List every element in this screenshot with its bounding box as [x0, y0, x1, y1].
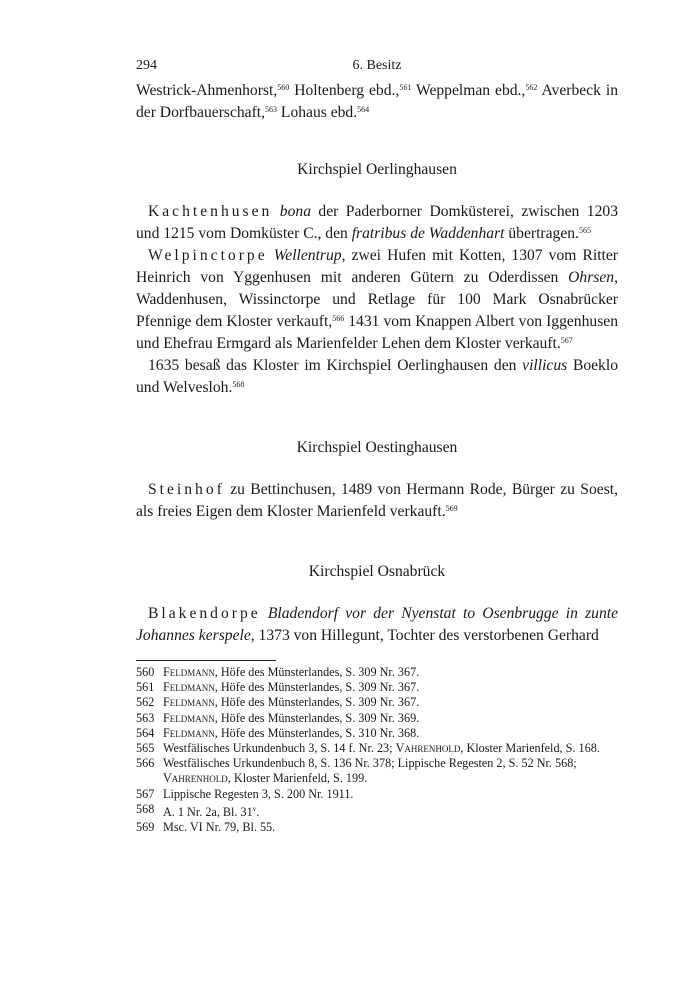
section-heading-osnabrueck: Kirchspiel Osnabrück: [308, 563, 446, 580]
entry-blakendorpe: Blakendorpe Bladendorf vor der Nyenstat to Osenbrugge in zunte Johannes kerspele, 1373 von Hillegunt, Tochter des verstorbenen Gerhard: [136, 605, 618, 644]
footnote-number: 561: [136, 680, 155, 695]
footnote-ref[interactable]: 562: [525, 83, 538, 92]
place-name: Steinhof: [148, 481, 225, 498]
entry-kachtenhusen: Kachtenhusen bona der Paderborner Domküsterei, zwischen 1203 und 1215 vom Domküster C., den fratribus de Waddenhart übertragen.$^{565}$: [136, 203, 618, 242]
main-text: [136, 80, 618, 647]
running-title: 6. Besitz: [352, 58, 402, 73]
footnote-ref[interactable]: 565: [578, 226, 591, 235]
footnote-item: [136, 787, 618, 802]
footnote-ref[interactable]: 561: [399, 83, 412, 92]
footnote-number: 565: [136, 741, 155, 756]
footnote-ref[interactable]: 560: [277, 83, 290, 92]
footnote-number: 569: [136, 820, 155, 835]
footnote-item: [136, 802, 618, 820]
page-header: [136, 58, 618, 80]
footnote-divider: [136, 660, 276, 661]
footnote-number: 567: [136, 786, 155, 801]
footnote-ref[interactable]: 569: [445, 504, 458, 513]
footnote-item: [136, 820, 618, 835]
footnote-text: Feldmann, Höfe des Münsterlandes, S. 309 Nr. 367.: [163, 680, 420, 695]
footnote-text: Feldmann, Höfe des Münsterlandes, S. 310 Nr. 368.: [163, 725, 420, 740]
entry-welpinctorpe: Welpinctorpe Wellentrup, zwei Hufen mit Kotten, 1307 vom Ritter Heinrich von Yggenhusen mit anderen Gütern zu Oderdissen Ohrsen, Waddenhusen, Wissinctorpe und Retlage für 100 Mark Osnabrücker Pfennige dem Kloster verkauft,$^{566}$ 1431 vom Knappen Albert von Iggenhusen und Ehefrau Ermgard als Marienfelder Lehen dem Kloster verkauft.$^{567}$: [136, 247, 618, 352]
place-name: Welpinctorpe: [148, 247, 268, 264]
footnote-number: 563: [136, 710, 155, 725]
footnote-item: [136, 726, 618, 741]
footnote-text: Msc. VI Nr. 79, Bl. 55.: [163, 820, 276, 835]
footnote-ref[interactable]: 564: [357, 105, 370, 114]
footnote-item: [136, 665, 618, 680]
footnote-number: 566: [136, 756, 155, 771]
footnote-number: 560: [136, 665, 155, 679]
footnote-text: Westfälisches Urkundenbuch 8, S. 136 Nr. 378; Lippische Regesten 2, S. 52 Nr. 568; Vahrenhold, Kloster Marienfeld, S. 199.: [163, 756, 577, 786]
footnote-text: Westfälisches Urkundenbuch 3, S. 14 f. Nr. 23; Vahrenhold, Kloster Marienfeld, S. 168.: [163, 741, 600, 756]
footnote-text: Feldmann, Höfe des Münsterlandes, S. 309 Nr. 367.: [163, 695, 420, 710]
footnote-item: [136, 695, 618, 710]
place-name: Blakendorpe: [148, 605, 261, 622]
footnote-number: 568: [136, 801, 155, 816]
footnote-text: Feldmann, Höfe des Münsterlandes, S. 309 Nr. 367.: [163, 665, 420, 679]
footnotes: [136, 665, 618, 835]
place-name: Kachtenhusen: [148, 203, 273, 220]
footnote-item: [136, 711, 618, 726]
intro-paragraph: Westrick-Ahmenhorst,$^{560}$ Holtenberg ebd.,$^{561}$ Weppelman ebd.,$^{562}$ Averbeck in der Dorfbauerschaft,$^{563}$ Lohaus ebd.$^{564}$: [136, 82, 618, 121]
entry-1635: 1635 besaß das Kloster im Kirchspiel Oerlinghausen den villicus Boeklo und Welvesloh.$^{568}$: [136, 357, 618, 396]
footnote-text: Lippische Regesten 3, S. 200 Nr. 1911.: [163, 786, 354, 801]
footnote-ref[interactable]: 568: [232, 380, 245, 389]
footnote-item: [136, 741, 618, 756]
section-heading-oerlinghausen: Kirchspiel Oerlinghausen: [297, 161, 457, 178]
page-number: 294: [136, 58, 157, 73]
book-page: [136, 58, 618, 835]
footnote-ref[interactable]: 567: [560, 336, 573, 345]
entry-steinhof: Steinhof zu Bettinchusen, 1489 von Hermann Rode, Bürger zu Soest, als freies Eigen dem Kloster Marienfeld verkauft.$^{569}$: [136, 481, 618, 520]
footnote-ref[interactable]: 563: [265, 105, 278, 114]
footnote-item: [136, 756, 618, 786]
footnote-number: 562: [136, 695, 155, 710]
footnote-text: A. 1 Nr. 2a, Bl. 31$^v$.: [163, 804, 260, 819]
footnote-ref[interactable]: 566: [332, 314, 345, 323]
footnote-item: [136, 680, 618, 695]
footnote-number: 564: [136, 725, 155, 740]
section-heading-oestinghausen: Kirchspiel Oestinghausen: [296, 439, 458, 456]
footnote-text: Feldmann, Höfe des Münsterlandes, S. 309 Nr. 369.: [163, 710, 420, 725]
